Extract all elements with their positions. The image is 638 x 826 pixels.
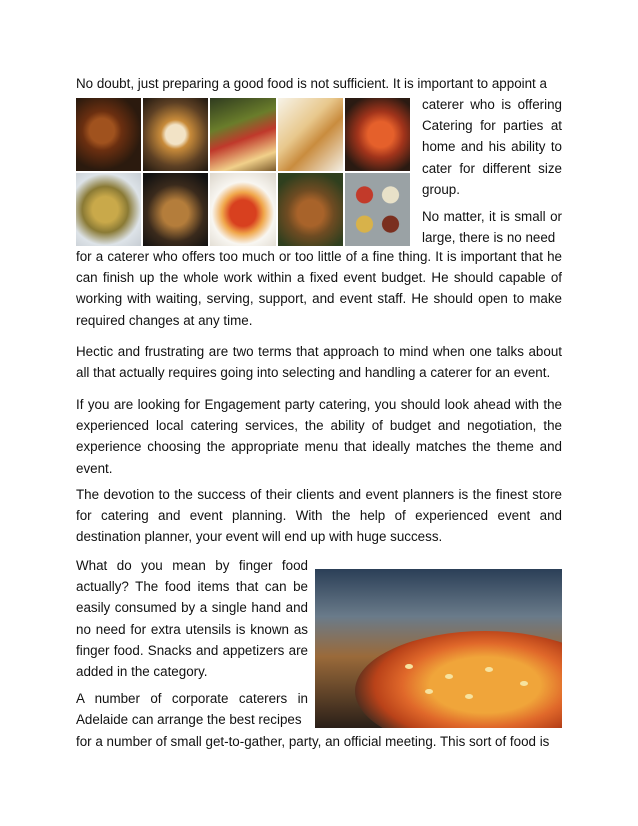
samosa-photo <box>76 173 141 246</box>
intro-line: No doubt, just preparing a good food is not sufficient. It is important to appoint a <box>76 76 547 91</box>
shrimp-dish-photo <box>345 98 410 171</box>
right-column-text-2: No matter, it is small or large, there is no need <box>422 209 562 246</box>
sweet-sour-dish-photo <box>210 173 275 246</box>
paella-pan <box>355 631 562 728</box>
paragraph-3: If you are looking for Engagement party catering, you should look ahead with the experienced local catering services, the ability of budget and negotiation, the experience choosing the appropriate menu that ideally matches the theme and event. <box>76 397 562 476</box>
paragraph-1-continuation: for a caterer who offers too much or too little of a fine thing. It is important that he can finish up the whole work within a fixed event budget. He should capable of working with waiting, serving, support, and event staff. He should open to make required changes at any time. <box>76 249 562 328</box>
paragraph-6-start: A number of corporate caterers in Adelaide can arrange the best recipes <box>76 691 308 728</box>
paella-pan-photo <box>315 569 562 728</box>
noodles-photo <box>143 173 208 246</box>
pizza-slice-photo <box>210 98 275 171</box>
food-collage-image <box>76 98 410 246</box>
dips-bowls-photo <box>345 173 410 246</box>
paragraph-4: The devotion to the success of their clients and event planners is the finest store for catering and event planning. With the help of experienced event and destination planner, your event will end up with huge success. <box>76 487 562 545</box>
fried-snacks-photo <box>278 173 343 246</box>
paragraph-6-end: for a number of small get-to-gather, party, an official meeting. This sort of food is <box>76 734 550 749</box>
right-column-text-1: caterer who is offering Catering for parties at home and his ability to cater for different size group. <box>422 97 562 197</box>
chicken-wings-photo <box>76 98 141 171</box>
paragraph-5: What do you mean by finger food actually? The food items that can be easily consumed by a single hand and no need for extra utensils is known as finger food. Snacks and appetizers are added in the category. <box>76 558 308 680</box>
paragraph-2: Hectic and frustrating are two terms that approach to mind when one talks about all that actually requires going into selecting and handling a caterer for an event. <box>76 344 562 381</box>
spring-rolls-photo <box>278 98 343 171</box>
appetizer-plate-photo <box>143 98 208 171</box>
